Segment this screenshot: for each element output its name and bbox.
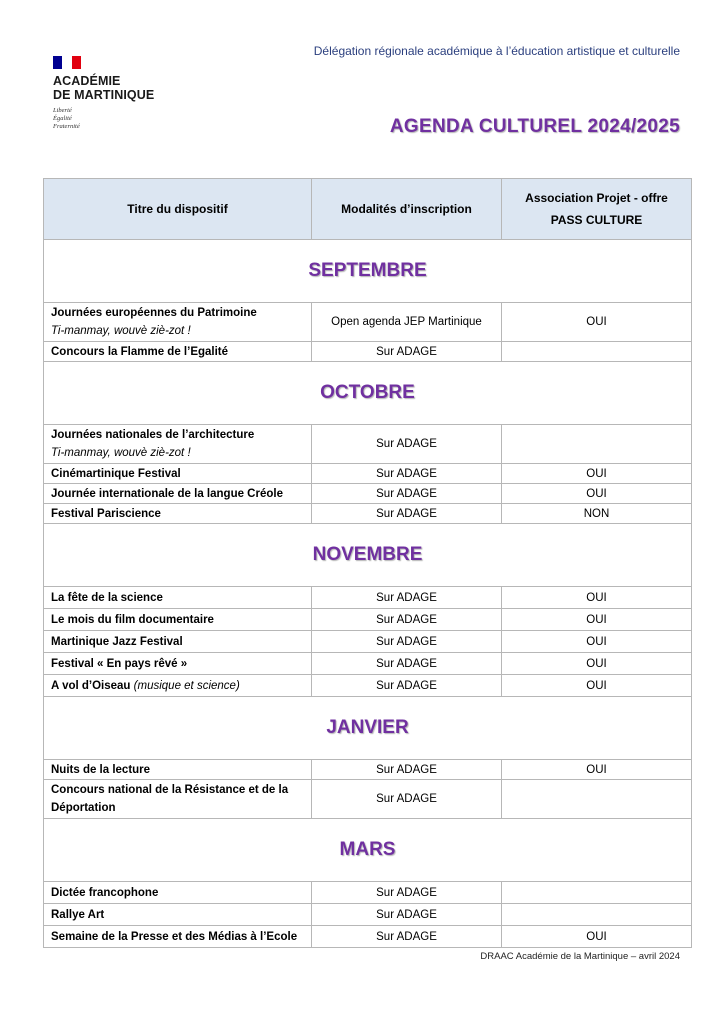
event-modalite: Sur ADAGE: [312, 760, 502, 780]
logo-name-line2: DE MARTINIQUE: [53, 88, 155, 102]
event-pass-culture: [502, 342, 692, 362]
table-row: [44, 904, 692, 926]
event-title-text: Journées nationales de l’architecture: [51, 429, 255, 441]
event-title: La fête de la science: [44, 587, 312, 609]
event-pass-culture: OUI: [502, 675, 692, 697]
header-pass-line1: Association Projet - offre: [525, 191, 668, 205]
motto-egalite: Égalité: [53, 115, 72, 122]
month-row: [44, 697, 692, 760]
event-modalite: Sur ADAGE: [312, 926, 502, 948]
event-title: [44, 675, 312, 697]
event-modalite: Open agenda JEP Martinique: [312, 303, 502, 342]
event-modalite: Sur ADAGE: [312, 780, 502, 819]
month-heading: NOVEMBRE: [44, 524, 692, 587]
event-modalite: Sur ADAGE: [312, 653, 502, 675]
academie-logo: [53, 56, 163, 131]
event-modalite: Sur ADAGE: [312, 882, 502, 904]
delegation-heading: Délégation régionale académique à l’éducation artistique et culturelle: [313, 44, 680, 58]
logo-motto: [53, 107, 163, 131]
month-row: [44, 524, 692, 587]
table-row: [44, 484, 692, 504]
table-row: [44, 882, 692, 904]
event-title: Le mois du film documentaire: [44, 609, 312, 631]
table-row: [44, 425, 692, 464]
table-row: [44, 631, 692, 653]
event-pass-culture: NON: [502, 504, 692, 524]
event-modalite: Sur ADAGE: [312, 425, 502, 464]
event-title: Concours la Flamme de l’Egalité: [44, 342, 312, 362]
table-row: [44, 303, 692, 342]
table-row: [44, 926, 692, 948]
table-row: [44, 464, 692, 484]
month-row: [44, 362, 692, 425]
event-title: Cinémartinique Festival: [44, 464, 312, 484]
event-subtitle: Ti-manmay, wouvè ziè-zot !: [51, 325, 191, 337]
marianne-flag-icon: [53, 56, 81, 69]
event-pass-culture: OUI: [502, 926, 692, 948]
event-title: Festival Pariscience: [44, 504, 312, 524]
event-modalite: Sur ADAGE: [312, 342, 502, 362]
header-pass-line2: PASS CULTURE: [550, 213, 643, 227]
event-title: [44, 303, 312, 342]
event-pass-culture: OUI: [502, 303, 692, 342]
motto-liberte: Liberté: [53, 107, 72, 114]
event-title: Dictée francophone: [44, 882, 312, 904]
event-title: Festival « En pays rêvé »: [44, 653, 312, 675]
event-modalite: Sur ADAGE: [312, 504, 502, 524]
event-pass-culture: [502, 425, 692, 464]
event-pass-culture: OUI: [502, 464, 692, 484]
event-pass-culture: OUI: [502, 484, 692, 504]
event-title: Journée internationale de la langue Créole: [44, 484, 312, 504]
event-title: Nuits de la lecture: [44, 760, 312, 780]
table-row: [44, 504, 692, 524]
event-title: Semaine de la Presse et des Médias à l’Ecole: [44, 926, 312, 948]
event-modalite: Sur ADAGE: [312, 609, 502, 631]
header-titre: Titre du dispositif: [44, 179, 312, 240]
event-pass-culture: [502, 780, 692, 819]
event-title-text: A vol d’Oiseau: [51, 679, 131, 692]
event-title: Martinique Jazz Festival: [44, 631, 312, 653]
table-row: [44, 780, 692, 819]
agenda-table: [43, 178, 692, 948]
event-title-text: Journées européennes du Patrimoine: [51, 307, 257, 319]
table-row: [44, 653, 692, 675]
event-modalite: Sur ADAGE: [312, 904, 502, 926]
event-title: Concours national de la Résistance et de la Déportation: [44, 780, 312, 819]
table-row: [44, 760, 692, 780]
flag-blue: [53, 56, 62, 69]
event-modalite: Sur ADAGE: [312, 675, 502, 697]
table-header-row: [44, 179, 692, 240]
event-pass-culture: OUI: [502, 609, 692, 631]
event-note: (musique et science): [133, 679, 240, 692]
month-row: [44, 819, 692, 882]
page-footer: DRAAC Académie de la Martinique – avril 2024: [480, 951, 680, 962]
event-pass-culture: OUI: [502, 760, 692, 780]
table-row: [44, 587, 692, 609]
month-heading: SEPTEMBRE: [44, 240, 692, 303]
event-modalite: Sur ADAGE: [312, 587, 502, 609]
event-pass-culture: OUI: [502, 631, 692, 653]
event-pass-culture: [502, 882, 692, 904]
event-pass-culture: OUI: [502, 653, 692, 675]
event-pass-culture: OUI: [502, 587, 692, 609]
month-heading: OCTOBRE: [44, 362, 692, 425]
flag-white: [62, 56, 71, 69]
logo-name-line1: ACADÉMIE: [53, 74, 121, 88]
month-row: [44, 240, 692, 303]
table-row: [44, 609, 692, 631]
event-modalite: Sur ADAGE: [312, 484, 502, 504]
event-pass-culture: [502, 904, 692, 926]
table-row: [44, 675, 692, 697]
month-heading: MARS: [44, 819, 692, 882]
flag-red: [72, 56, 81, 69]
event-subtitle: Ti-manmay, wouvè ziè-zot !: [51, 447, 191, 459]
table-row: [44, 342, 692, 362]
event-modalite: Sur ADAGE: [312, 464, 502, 484]
month-heading: JANVIER: [44, 697, 692, 760]
event-modalite: Sur ADAGE: [312, 631, 502, 653]
event-title: [44, 425, 312, 464]
header-modalites: Modalités d’inscription: [312, 179, 502, 240]
header-pass-culture: [502, 179, 692, 240]
event-title: Rallye Art: [44, 904, 312, 926]
motto-fraternite: Fraternité: [53, 123, 80, 130]
page-title: AGENDA CULTUREL 2024/2025: [389, 116, 680, 137]
